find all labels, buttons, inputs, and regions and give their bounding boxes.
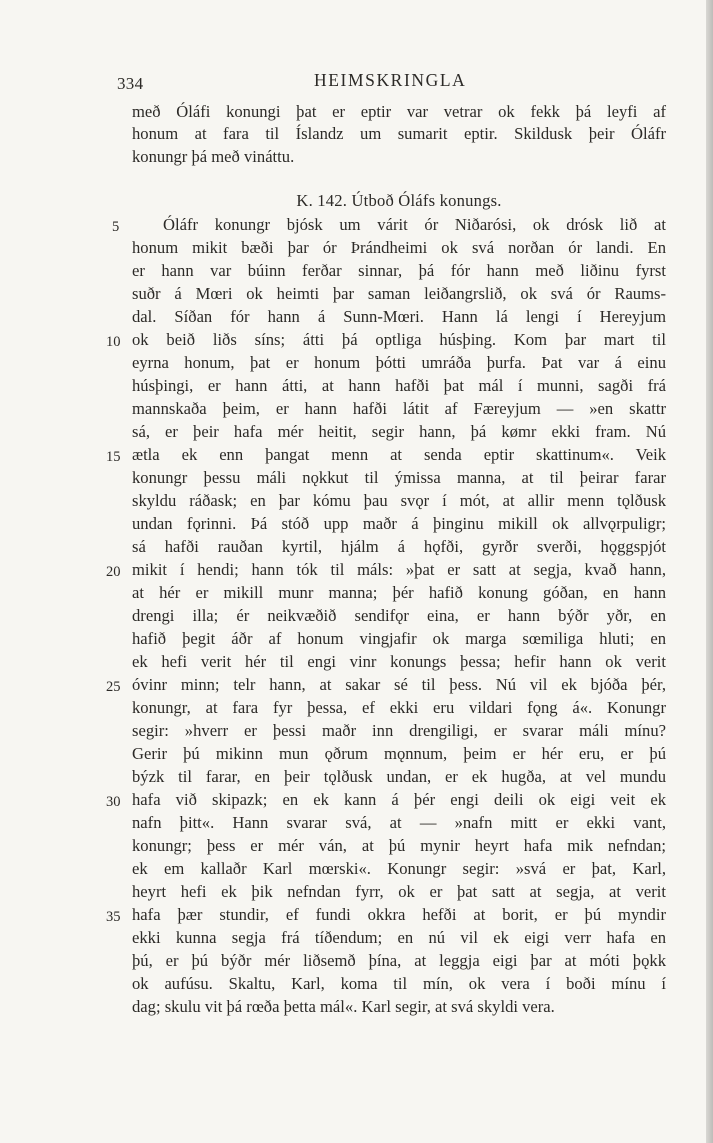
line-number: 5	[112, 219, 120, 235]
line-number: 10	[106, 334, 121, 350]
line-number: 30	[106, 794, 121, 810]
text-line: ek hefi verit hér til engi vinr konungs þessa; hefir hann ok verit	[132, 652, 666, 671]
text-line: er hann var búinn ferðar sinnar, þá fór hann með liðinu fyrst	[132, 261, 666, 280]
text-line: konungr þá með vináttu.	[132, 147, 295, 166]
text-line: drengi illa; ér neikvæðið sendifǫr eina, er hann býðr yðr, en	[132, 606, 666, 625]
text-line: at hér er mikill munr manna; þér hafið konung góðan, en hann	[132, 583, 666, 602]
text-line: skyldu ráðask; en þar kómu þau svǫr í mót, at allir menn tǫlðusk	[132, 491, 666, 510]
text-line: húsþingi, er hann átti, at hann hafði þat mál í munni, sagði frá	[132, 376, 666, 395]
text-line: dal. Síðan fór hann á Sunn-Mœri. Hann lá lengi í Hereyjum	[132, 307, 666, 326]
text-line: hafa þær stundir, ef fundi okkra hefði at borit, er þú myndir	[132, 905, 666, 924]
text-line: ætla ek enn þangat menn at senda eptir skattinum«. Veik	[132, 445, 666, 464]
text-line: honum at fara til Íslandz um sumarit eptir. Skildusk þeir Óláfr	[132, 124, 666, 143]
text-line: konungr, at fara fyr þessa, ef ekki eru vildari fǫng á«. Konungr	[132, 698, 666, 717]
text-line: mikit í hendi; hann tók til máls: »þat er satt at segja, kvað hann,	[132, 560, 666, 579]
line-number: 20	[106, 564, 121, 580]
line-number: 35	[106, 909, 121, 925]
text-line: eyrna honum, þat er honum þótti umráða þurfa. Þat var á einu	[132, 353, 666, 372]
text-line: býzk til farar, en þeir tǫlðusk undan, er ek hugða, at vel mundu	[132, 767, 666, 786]
text-line: ekki kunna segja frá tíðendum; en nú vil ek eigi verr hafa en	[132, 928, 666, 947]
text-line: sá, er þeir hafa mér heitit, segir hann, þá kømr ekki fram. Nú	[132, 422, 666, 441]
text-line: sá hafði rauðan kyrtil, hjálm á hǫfði, gyrðr sverði, hǫggspjót	[132, 537, 666, 556]
line-number: 25	[106, 679, 121, 695]
running-head: HEIMSKRINGLA	[314, 70, 467, 90]
text-line: Óláfr konungr bjósk um várit ór Niðarósi, ok drósk lið at	[163, 215, 666, 234]
text-line: konungr þessu máli nǫkkut til ýmissa manna, at til þeirar farar	[132, 468, 666, 487]
text-line: ok aufúsu. Skaltu, Karl, koma til mín, ok vera í boði mínu í	[132, 974, 666, 993]
text-line: með Óláfi konungi þat er eptir var vetrar ok fekk þá leyfi af	[132, 102, 666, 121]
text-line: dag; skulu vit þá rœða þetta mál«. Karl segir, at svá skyldi vera.	[132, 997, 555, 1016]
text-line: suðr á Mœri ok heimti þar saman leiðangrslið, ok svá ór Raums-	[132, 284, 666, 303]
text-line: undan fǫrinni. Þá stóð upp maðr á þinginu mikill ok allvǫrpuligr;	[132, 514, 666, 533]
chapter-heading: K. 142. Útboð Óláfs konungs.	[296, 191, 502, 210]
text-line: ok beið liðs síns; átti þá optliga húsþing. Kom þar mart til	[132, 330, 666, 349]
text-line: konungr; þess er mér ván, at þú mynir heyrt hafa mik nefndan;	[132, 836, 666, 855]
text-line: honum mikit bæði þar ór Þrándheimi ok svá norðan ór landi. En	[132, 238, 666, 257]
text-line: mannskaða þeim, er hann hafði látit af Færeyjum — »en skattr	[132, 399, 666, 418]
page-edge	[706, 0, 713, 1143]
text-line: Gerir þú mikinn mun ǫðrum mǫnnum, þeim er hér eru, er þú	[132, 744, 666, 763]
text-line: segir: »hverr er þessi maðr inn drengiligi, er svarar máli mínu?	[132, 721, 666, 740]
page-number: 334	[117, 74, 144, 93]
text-line: ek em kallaðr Karl mœrski«. Konungr segir: »svá er þat, Karl,	[132, 859, 666, 878]
text-line: hafa við skipazk; en ek kann á þér engi deili ok eigi veit ek	[132, 790, 666, 809]
text-line: þú, er þú býðr mér liðsemð þína, at leggja eigi þar at móti þǫkk	[132, 951, 666, 970]
text-line: hafið þegit áðr af honum vingjafir ok marga sœmiliga hluti; en	[132, 629, 666, 648]
text-line: nafn þitt«. Hann svarar svá, at — »nafn mitt er ekki vant,	[132, 813, 666, 832]
text-line: óvinr minn; telr hann, at sakar sé til þess. Nú vil ek bjóða þér,	[132, 675, 666, 694]
text-line: heyrt hefi ek þik nefndan fyrr, ok er þat satt at segja, at verit	[132, 882, 666, 901]
line-number: 15	[106, 449, 121, 465]
